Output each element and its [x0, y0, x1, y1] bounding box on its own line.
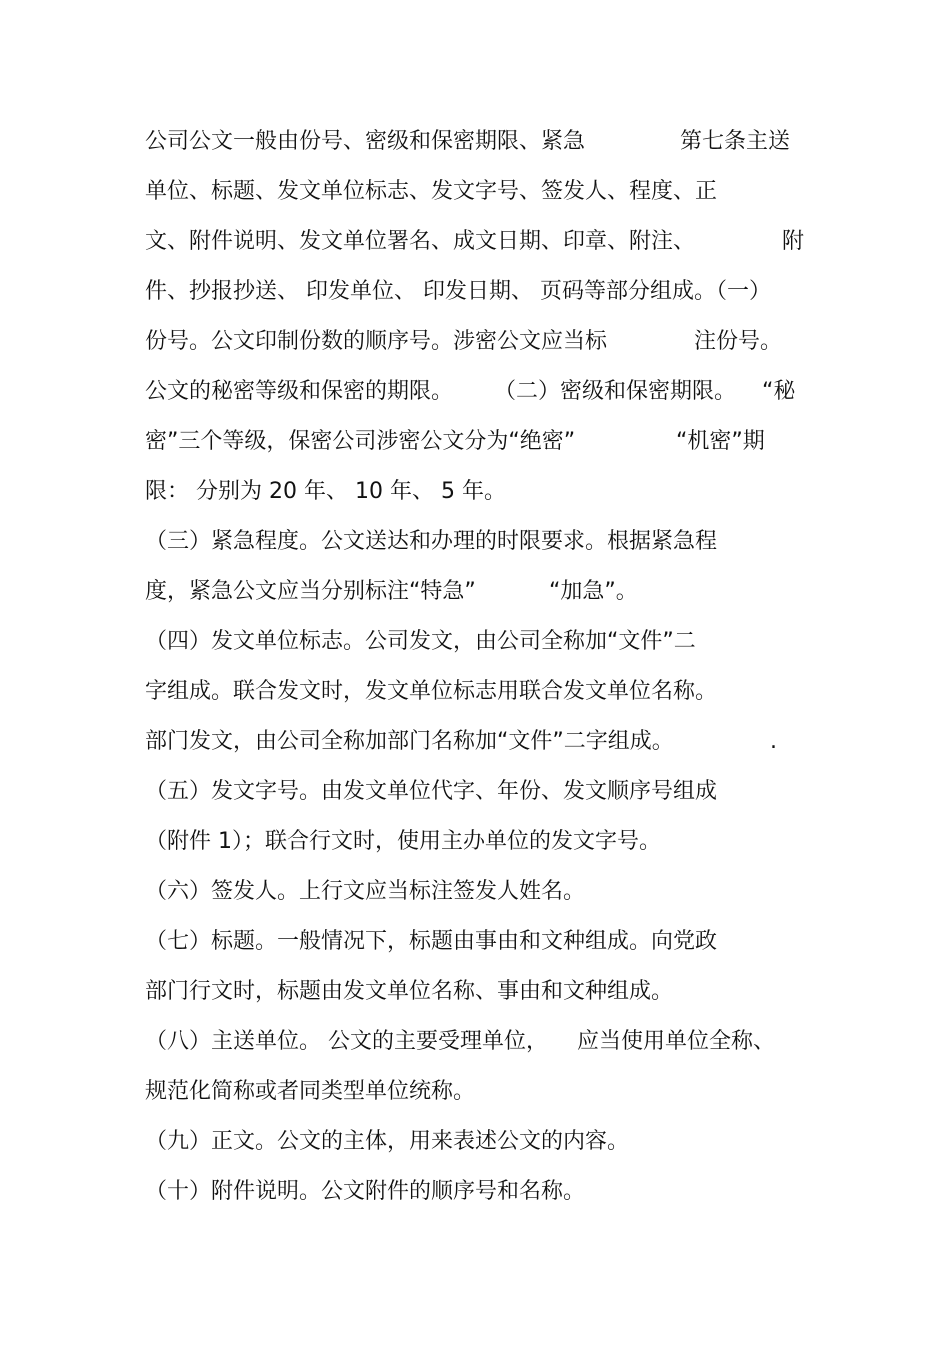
text-line: [0, 777, 950, 807]
text-line: [0, 377, 950, 407]
text-segment: （附件 1）；联合行文时，使用主办单位的发文字号。: [145, 829, 661, 854]
text-line: [0, 127, 950, 157]
text-segment: （二）密级和保密期限。: [494, 379, 737, 404]
text-segment: “机密”期: [676, 429, 765, 454]
text-line: [0, 1077, 950, 1107]
text-line: [0, 427, 950, 457]
text-segment: 密”三个等级，保密公司涉密公文分为“绝密”: [145, 429, 576, 454]
text-segment: （六）签发人。上行文应当标注签发人姓名。: [145, 879, 586, 904]
text-line: [0, 477, 950, 507]
text-segment: 注份号。: [694, 329, 783, 354]
text-segment: 限： 分别为 20 年、 10 年、 5 年。: [145, 479, 506, 504]
text-segment: 第七条主送: [680, 129, 791, 154]
text-segment: 度，紧急公文应当分别标注“特急”: [145, 579, 476, 604]
text-segment: （三）紧急程度。公文送达和办理的时限要求。根据紧急程: [145, 529, 718, 554]
text-segment: （十）附件说明。公文附件的顺序号和名称。: [145, 1179, 586, 1204]
text-line: [0, 1027, 950, 1057]
text-segment: 件、抄报抄送、 印发单位、 印发日期、 页码等部分组成。（一）: [145, 279, 771, 304]
text-segment: （八）主送单位。 公文的主要受理单位，: [145, 1029, 548, 1054]
text-segment: 公文的秘密等级和保密的期限。: [145, 379, 454, 404]
text-segment: （七）标题。一般情况下，标题由事由和文种组成。向党政: [145, 929, 718, 954]
text-segment: 公司公文一般由份号、密级和保密期限、紧急: [145, 129, 586, 154]
text-line: [0, 1177, 950, 1207]
text-line: [0, 527, 950, 557]
text-segment: 文、附件说明、发文单位署名、成文日期、印章、附注、: [145, 229, 696, 254]
text-segment: （五）发文字号。由发文单位代字、年份、发文顺序号组成: [145, 779, 718, 804]
text-segment: 应当使用单位全称、: [577, 1029, 776, 1054]
text-line: [0, 727, 950, 757]
text-line: [0, 977, 950, 1007]
text-segment: 部门行文时，标题由发文单位名称、事由和文种组成。: [145, 979, 674, 1004]
text-line: [0, 277, 950, 307]
text-line: [0, 927, 950, 957]
text-line: [0, 1127, 950, 1157]
text-segment: “秘: [762, 379, 796, 404]
text-segment: 单位、标题、发文单位标志、发文字号、签发人、程度、正: [145, 179, 718, 204]
text-segment: 字组成。联合发文时，发文单位标志用联合发文单位名称。: [145, 679, 718, 704]
text-line: [0, 177, 950, 207]
text-segment: “加急”。: [549, 579, 638, 604]
text-line: [0, 877, 950, 907]
text-line: [0, 827, 950, 857]
text-segment: 附: [782, 229, 805, 254]
text-line: [0, 627, 950, 657]
text-segment: .: [770, 729, 777, 754]
text-segment: 份号。公文印制份数的顺序号。涉密公文应当标: [145, 329, 608, 354]
text-line: [0, 677, 950, 707]
text-line: [0, 227, 950, 257]
text-line: [0, 577, 950, 607]
text-segment: （四）发文单位标志。公司发文，由公司全称加“文件”二: [145, 629, 696, 654]
text-line: [0, 327, 950, 357]
text-segment: 部门发文，由公司全称加部门名称加“文件”二字组成。: [145, 729, 674, 754]
text-segment: 规范化简称或者同类型单位统称。: [145, 1079, 476, 1104]
text-segment: （九）正文。公文的主体，用来表述公文的内容。: [145, 1129, 630, 1154]
